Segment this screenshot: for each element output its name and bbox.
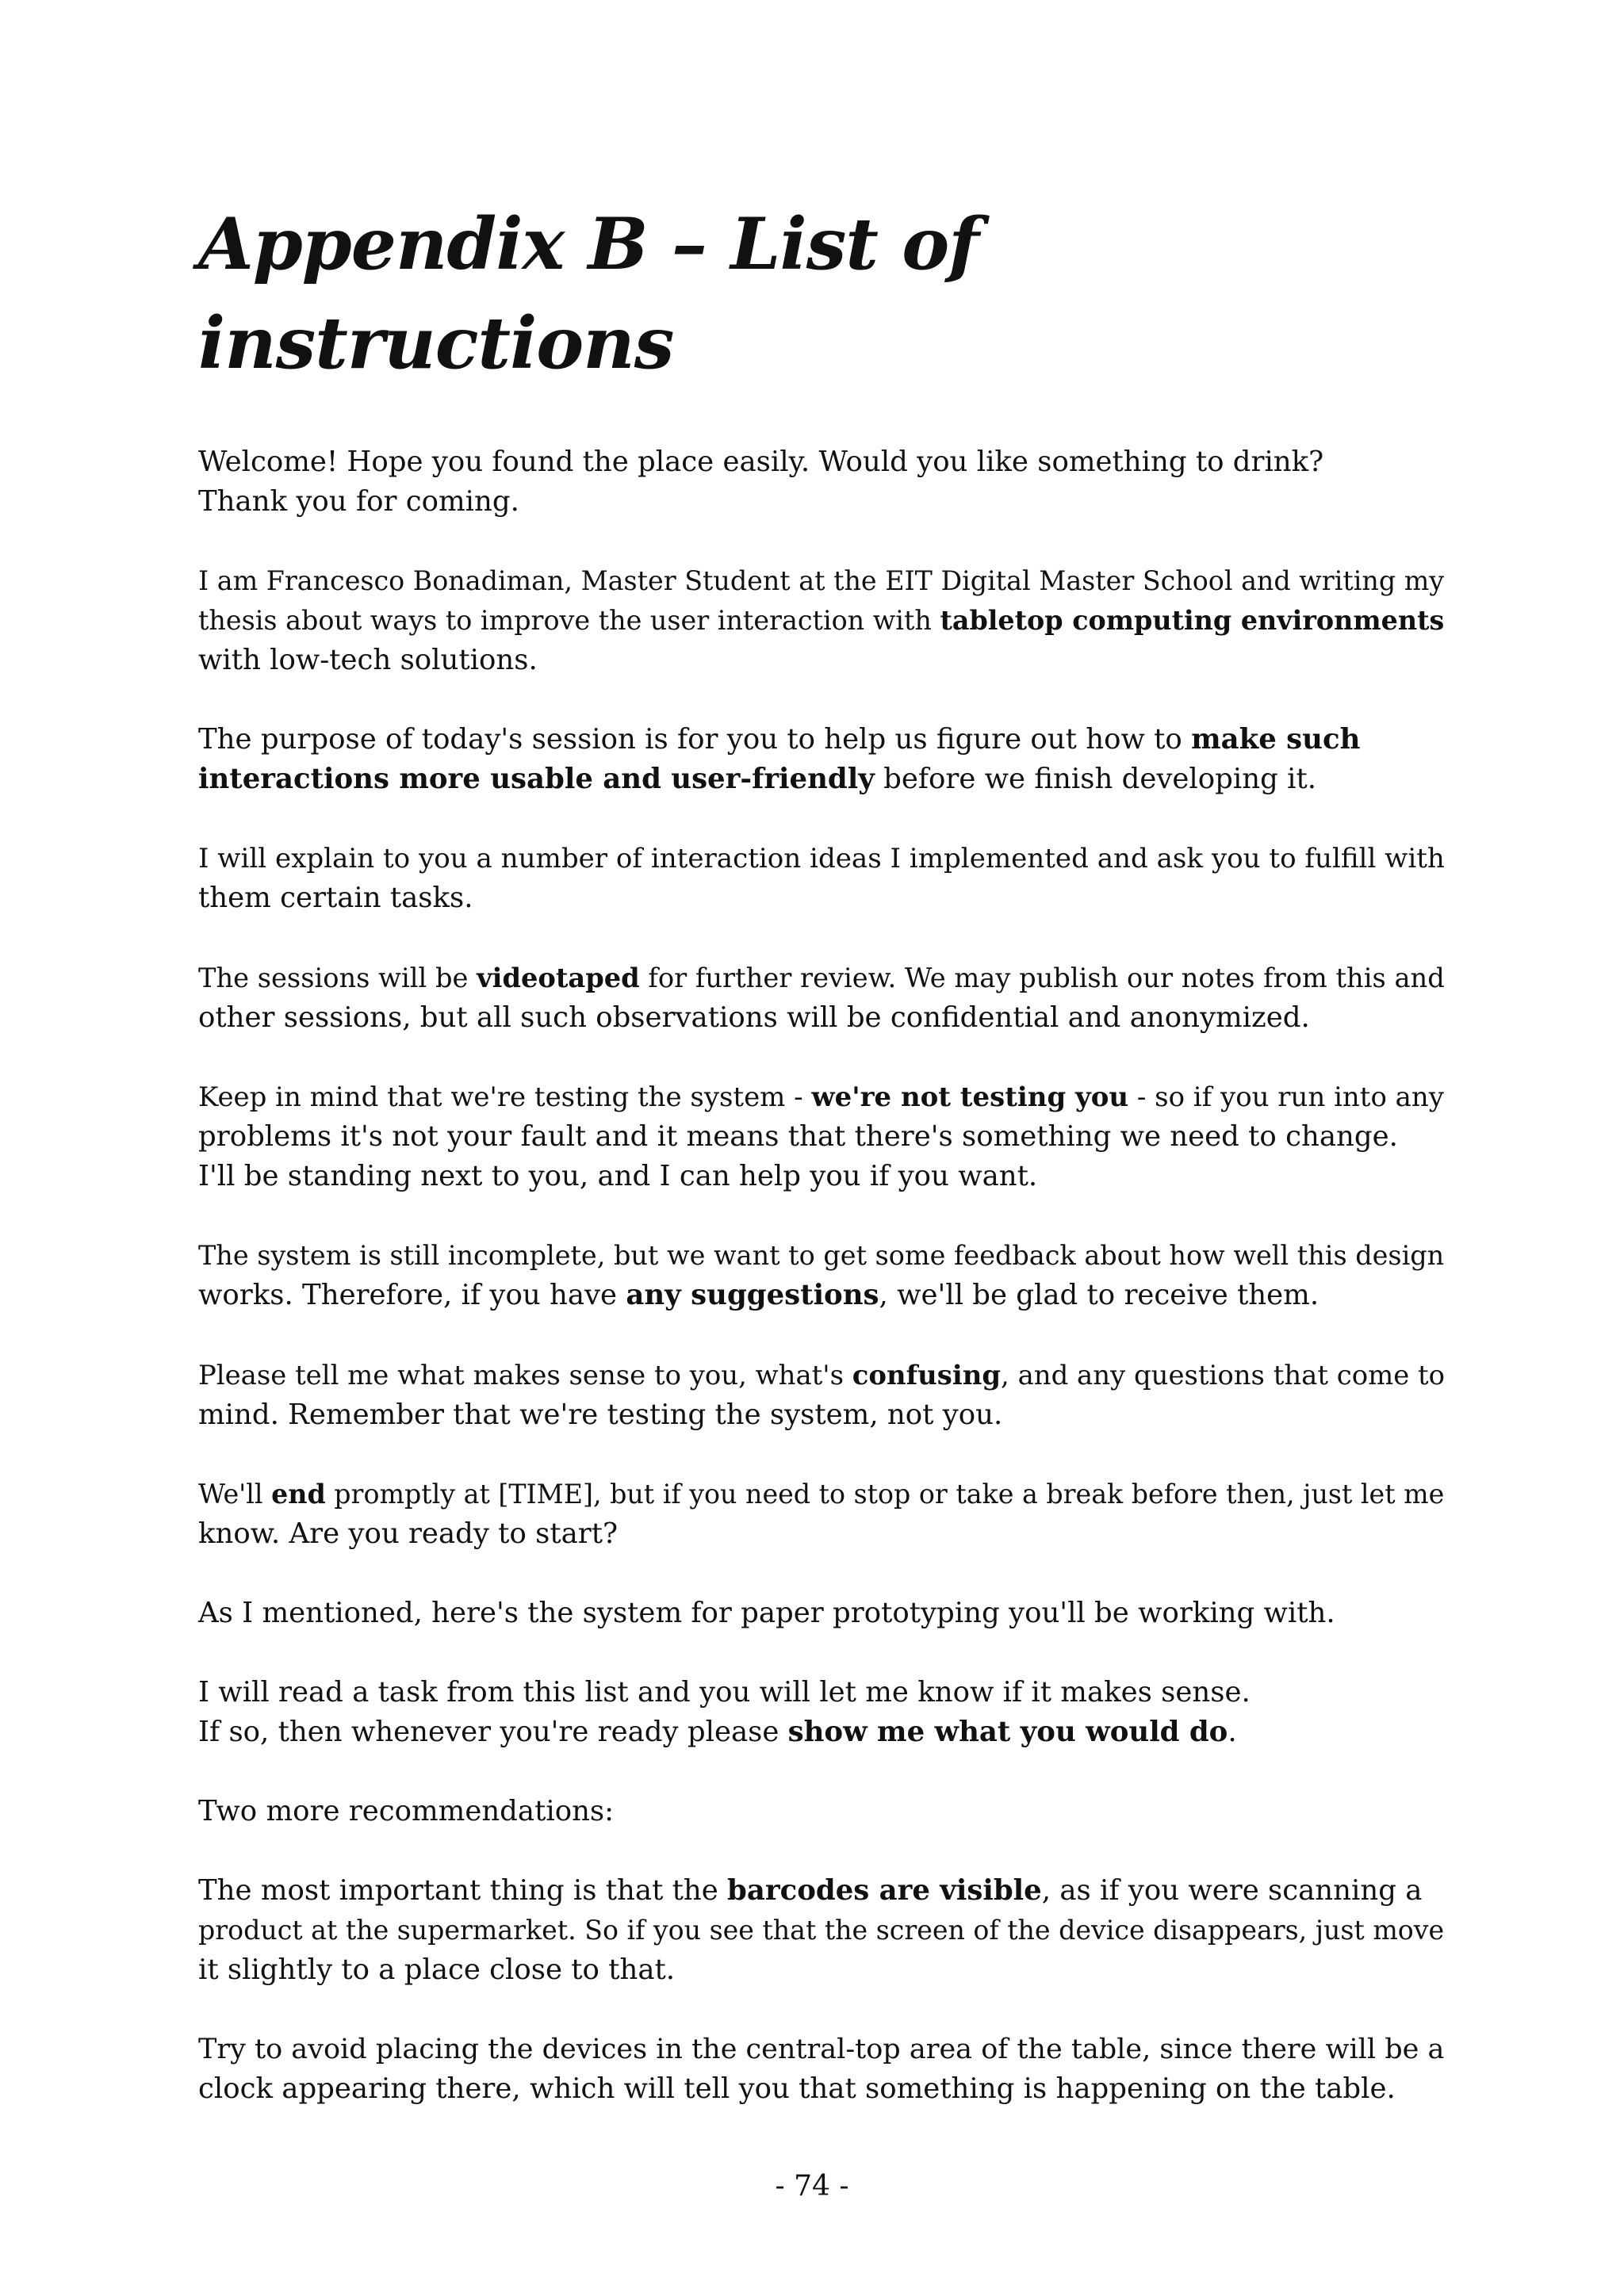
text-run: . [1228, 1716, 1237, 1748]
text-line [198, 1911, 1451, 1950]
text-line [198, 998, 1451, 1038]
text-line [198, 958, 1451, 998]
text-line [198, 1871, 1451, 1911]
text-line [198, 1673, 1451, 1712]
text-line [198, 1395, 1451, 1435]
body-text [198, 442, 1451, 2109]
page-number: - 74 - [775, 2170, 849, 2202]
text-line [198, 1236, 1451, 1276]
text-run: Please tell me what makes sense to you, what's [198, 1360, 852, 1391]
bold-text: show me what you would do [787, 1716, 1228, 1748]
text-line [198, 878, 1451, 918]
text-line [198, 1792, 1451, 1831]
text-run: , as if you were scanning a [1041, 1874, 1423, 1907]
text-run: clock appearing there, which will tell you that something is happening on the table. [198, 2072, 1396, 2105]
text-run: I'll be standing next to you, and I can help you if you want. [198, 1160, 1038, 1192]
text-run: Thank you for coming. [198, 485, 519, 518]
text-run: thesis about ways to improve the user interaction with [198, 605, 940, 636]
text-run: Welcome! Hope you found the place easily. Would you like something to drink? [198, 446, 1324, 478]
bold-text: interactions more usable and user-friendly [198, 763, 875, 795]
text-run: problems it's not your fault and it means that there's something we need to change. [198, 1120, 1398, 1153]
text-line [198, 2069, 1451, 2109]
text-run: The system is still incomplete, but we want to get some feedback about how well this design [198, 1240, 1445, 1271]
text-run: product at the supermarket. So if you see that the screen of the device disappears, just move [198, 1915, 1445, 1946]
bold-text: any suggestions [626, 1279, 879, 1311]
text-line [198, 1950, 1451, 1990]
text-line [198, 760, 1451, 799]
text-run: Try to avoid placing the devices in the central-top area of the table, since there will be a [198, 2033, 1445, 2065]
text-line [198, 482, 1451, 522]
paragraph-8 [198, 1355, 1451, 1435]
text-run: As I mentioned, here's the system for paper prototyping you'll be working with. [198, 1597, 1335, 1629]
paragraph-9 [198, 1475, 1451, 1554]
text-line [198, 1077, 1451, 1117]
text-run: for further review. We may publish our notes from this and [639, 962, 1445, 993]
text-line [198, 601, 1451, 641]
paragraph-10 [198, 1594, 1451, 1633]
paragraph-14 [198, 2030, 1451, 2109]
text-run: other sessions, but all such observations will be confidential and anonymized. [198, 1001, 1310, 1034]
bold-text: videotaped [477, 962, 640, 993]
bold-text: tabletop computing environments [940, 605, 1445, 636]
text-line [198, 641, 1451, 680]
text-run: Keep in mind that we're testing the system - [198, 1081, 812, 1113]
text-line [198, 1475, 1451, 1514]
paragraph-2 [198, 561, 1451, 680]
text-line [198, 561, 1451, 601]
text-run: them certain tasks. [198, 882, 473, 914]
text-run: it slightly to a place close to that. [198, 1954, 676, 1986]
bold-text: barcodes are visible [727, 1874, 1042, 1907]
text-run: I am Francesco Bonadiman, Master Student at the EIT Digital Master School and writing my [198, 565, 1445, 596]
text-run: - so if you run into any [1128, 1081, 1444, 1113]
paragraph-3 [198, 720, 1451, 799]
text-line [198, 2030, 1451, 2069]
paragraph-12 [198, 1792, 1451, 1831]
text-run: promptly at [TIME], but if you need to stop or take a break before then, just let me [325, 1479, 1445, 1510]
paragraph-1 [198, 442, 1451, 522]
text-line [198, 720, 1451, 760]
text-run: with low-tech solutions. [198, 644, 538, 676]
page-title: Appendix B – List of instructions [198, 202, 979, 385]
text-run: know. Are you ready to start? [198, 1517, 619, 1550]
text-line [198, 1514, 1451, 1554]
bold-text: we're not testing you [811, 1081, 1129, 1113]
text-line [198, 839, 1451, 878]
bold-text: end [271, 1479, 326, 1510]
page-content [198, 195, 1451, 2109]
text-line [198, 1117, 1451, 1157]
paragraph-5 [198, 958, 1451, 1038]
text-line [198, 1355, 1451, 1395]
bold-text: confusing [852, 1359, 1002, 1391]
text-run: The sessions will be [198, 962, 477, 993]
text-line [198, 442, 1451, 482]
text-run: before we finish developing it. [874, 763, 1316, 795]
text-run: I will explain to you a number of interaction ideas I implemented and ask you to fulfill with [198, 843, 1445, 874]
text-run: Two more recommendations: [198, 1795, 615, 1827]
bold-text: make such [1191, 723, 1361, 756]
text-line [198, 1276, 1451, 1315]
text-run: , and any questions that come to [1001, 1360, 1446, 1391]
text-run: works. Therefore, if you have [198, 1279, 626, 1311]
text-run: The most important thing is that the [198, 1874, 728, 1907]
text-line [198, 1712, 1451, 1752]
text-run: , we'll be glad to receive them. [879, 1279, 1320, 1311]
text-run: If so, then whenever you're ready please [198, 1716, 788, 1748]
paragraph-4 [198, 839, 1451, 918]
text-run: The purpose of today's session is for you to help us figure out how to [198, 723, 1192, 756]
text-line [198, 1594, 1451, 1633]
paragraph-7 [198, 1236, 1451, 1315]
text-run: mind. Remember that we're testing the system, not you. [198, 1399, 1003, 1431]
paragraph-6 [198, 1077, 1451, 1196]
paragraph-11 [198, 1673, 1451, 1752]
text-run: We'll [198, 1479, 272, 1510]
paragraph-13 [198, 1871, 1451, 1990]
text-line [198, 1157, 1451, 1196]
text-run: I will read a task from this list and you will let me know if it makes sense. [198, 1676, 1251, 1709]
